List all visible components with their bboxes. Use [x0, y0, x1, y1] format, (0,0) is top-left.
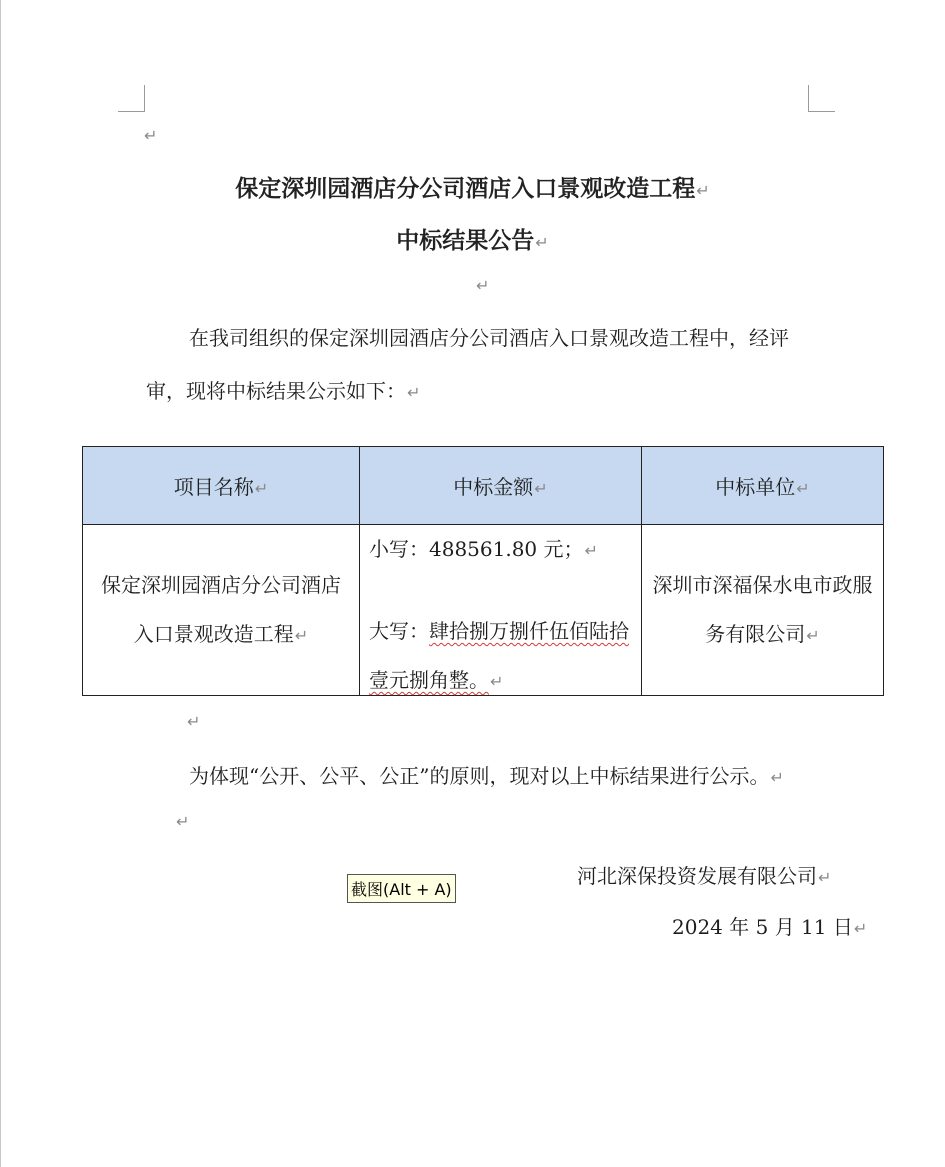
amount-small-label: 小写： — [369, 537, 429, 561]
project-name-text: 保定深圳园酒店分公司酒店入口景观改造工程 — [101, 572, 341, 646]
company-name: 河北深保投资发展有限公司 — [577, 864, 817, 888]
title-text: 保定深圳园酒店分公司酒店入口景观改造工程 — [235, 176, 696, 202]
document-title-line1[interactable] — [0, 170, 945, 203]
table-header-row — [83, 447, 884, 525]
cell-winner[interactable] — [642, 525, 884, 696]
subtitle-text: 中标结果公告 — [396, 228, 535, 254]
paragraph-mark: ↵ — [534, 479, 548, 498]
paragraph-mark: ↵ — [584, 541, 598, 560]
paragraph-mark: ↵ — [818, 868, 832, 887]
cell-project-name[interactable] — [83, 525, 360, 696]
paragraph-mark: ↵ — [806, 625, 820, 645]
intro-paragraph-line2[interactable] — [146, 375, 420, 404]
paragraph-mark: ↵ — [796, 479, 810, 498]
amount-uppercase — [369, 607, 639, 706]
paragraph-mark: ↵ — [476, 276, 490, 295]
margin-corner-top-left — [118, 85, 145, 112]
empty-paragraph[interactable] — [175, 812, 189, 831]
closing-text: 为体现“公开、公平、公正”的原则，现对以上中标结果进行公示。 — [189, 764, 770, 788]
intro-text: 在我司组织的保定深圳园酒店分公司酒店入口景观改造工程中，经评 — [189, 326, 789, 350]
amount-big-value: 肆拾捌万捌仟伍佰陆拾壹元捌角整。 — [369, 619, 629, 692]
screenshot-tooltip: 截图(Alt + A) — [347, 874, 456, 903]
document-title-line2[interactable] — [0, 222, 945, 255]
paragraph-mark: ↵ — [144, 126, 158, 145]
header-project-name[interactable]: 项目名称↵ — [83, 447, 360, 525]
paragraph-mark: ↵ — [187, 712, 201, 731]
paragraph-mark: ↵ — [254, 479, 269, 498]
intro-paragraph-line1[interactable] — [189, 322, 789, 351]
date-text: 2024 年 5 月 11 日 — [672, 915, 853, 939]
paragraph-mark: ↵ — [696, 181, 710, 200]
signature-company[interactable] — [577, 860, 831, 889]
paragraph-mark: ↵ — [853, 919, 868, 938]
winner-text: 深圳市深福保水电市政服务有限公司 — [652, 572, 873, 646]
amount-lowercase — [369, 531, 598, 569]
amount-small-value: 488561.80 元； — [429, 537, 584, 561]
paragraph-mark: ↵ — [770, 768, 784, 787]
intro-text: 审，现将中标结果公示如下： — [146, 379, 406, 403]
paragraph-mark: ↵ — [176, 812, 190, 831]
cell-award-amount[interactable] — [360, 525, 642, 696]
closing-paragraph[interactable] — [189, 760, 784, 789]
amount-big-label: 大写： — [369, 619, 429, 643]
award-result-table[interactable] — [82, 446, 884, 696]
margin-corner-top-right — [808, 85, 835, 112]
header-winner[interactable]: 中标单位↵ — [642, 447, 884, 525]
paragraph-mark: ↵ — [294, 625, 309, 645]
paragraph-mark: ↵ — [407, 383, 421, 402]
empty-paragraph[interactable] — [143, 126, 157, 145]
empty-paragraph[interactable] — [475, 276, 489, 295]
table-row — [83, 525, 884, 696]
paragraph-mark: ↵ — [535, 233, 549, 252]
signature-date[interactable] — [672, 911, 867, 940]
paragraph-mark: ↵ — [490, 672, 504, 691]
header-award-amount[interactable]: 中标金额↵ — [360, 447, 642, 525]
empty-paragraph[interactable] — [186, 712, 200, 731]
